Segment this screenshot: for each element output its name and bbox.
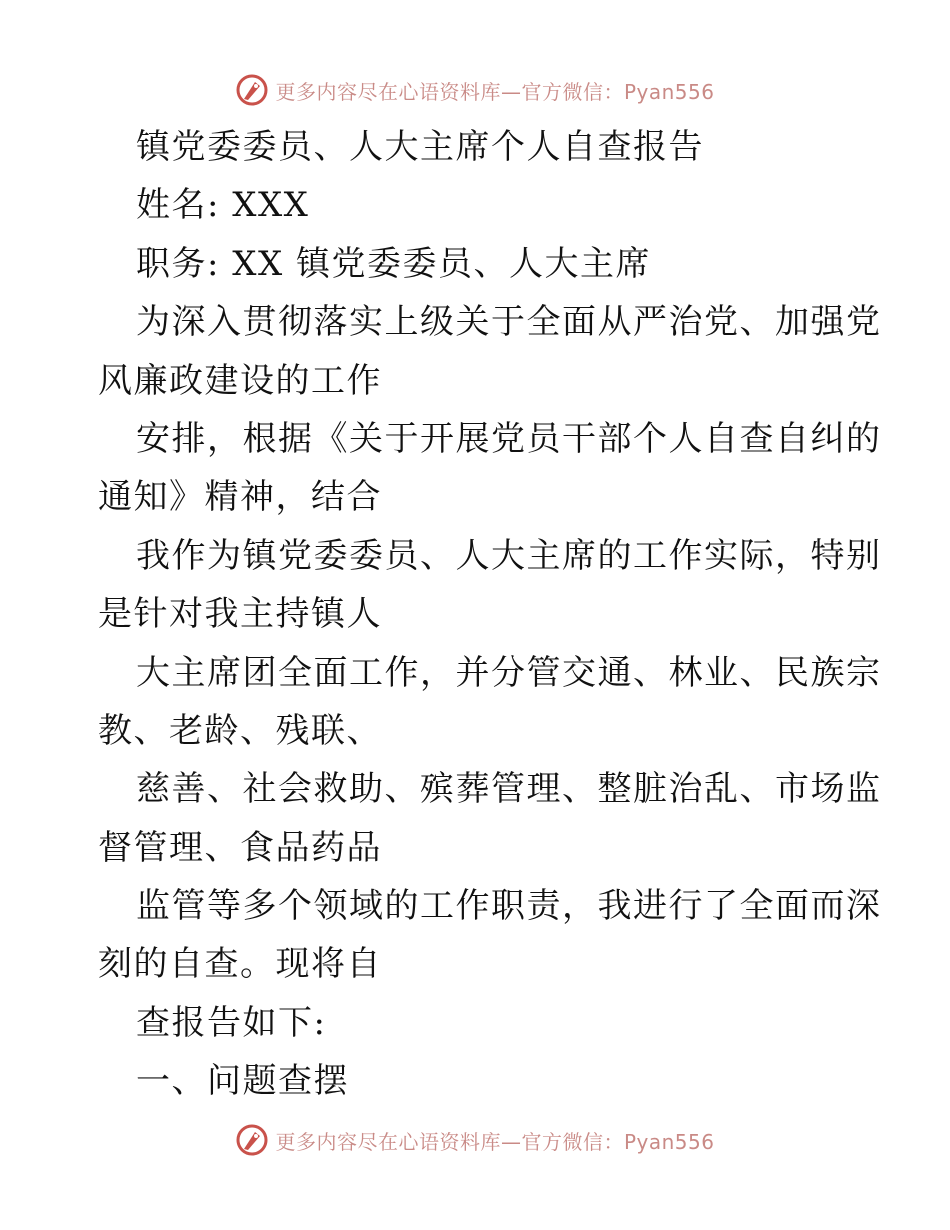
- document-title: 镇党委委员、人大主席个人自查报告: [136, 127, 704, 167]
- position-field-line: 职务: XX 镇党委委员、人大主席: [136, 243, 651, 284]
- paragraph-line: 慈善、社会救助、殡葬管理、整脏治乱、市场监: [136, 769, 882, 810]
- paragraph-line: 查报告如下:: [136, 1002, 327, 1043]
- watermark-text: 更多内容尽在心语资料库—官方微信：Pyan556: [275, 79, 715, 104]
- name-field-line: 姓名: XXX: [136, 185, 310, 226]
- pen-nib-circle-icon: [235, 1123, 269, 1157]
- document-body: [98, 118, 882, 1111]
- paragraph-line: 为深入贯彻落实上级关于全面从严治党、加强党: [136, 302, 882, 343]
- paragraph-line: 监管等多个领域的工作职责，我进行了全面而深: [136, 886, 882, 927]
- paragraph-line: 是针对我主持镇人: [98, 594, 382, 635]
- pen-nib-circle-icon: [235, 73, 269, 107]
- paragraph-line: 安排，根据《关于开展党员干部个人自查自纠的: [136, 418, 882, 459]
- section-heading: 一、问题查摆: [136, 1061, 349, 1102]
- paragraph-line: 督管理、食品药品: [98, 827, 382, 868]
- paragraph-line: 刻的自查。现将自: [98, 944, 382, 985]
- paragraph-line: 通知》精神，结合: [98, 477, 382, 518]
- footer-watermark: [0, 1120, 950, 1160]
- header-watermark: [0, 70, 950, 110]
- paragraph-line: 我作为镇党委委员、人大主席的工作实际，特别: [136, 535, 882, 576]
- paragraph-line: 大主席团全面工作，并分管交通、林业、民族宗: [136, 652, 882, 693]
- watermark-text: 更多内容尽在心语资料库—官方微信：Pyan556: [275, 1129, 715, 1154]
- paragraph-line: 教、老龄、残联、: [98, 710, 382, 751]
- paragraph-line: 风廉政建设的工作: [98, 360, 382, 401]
